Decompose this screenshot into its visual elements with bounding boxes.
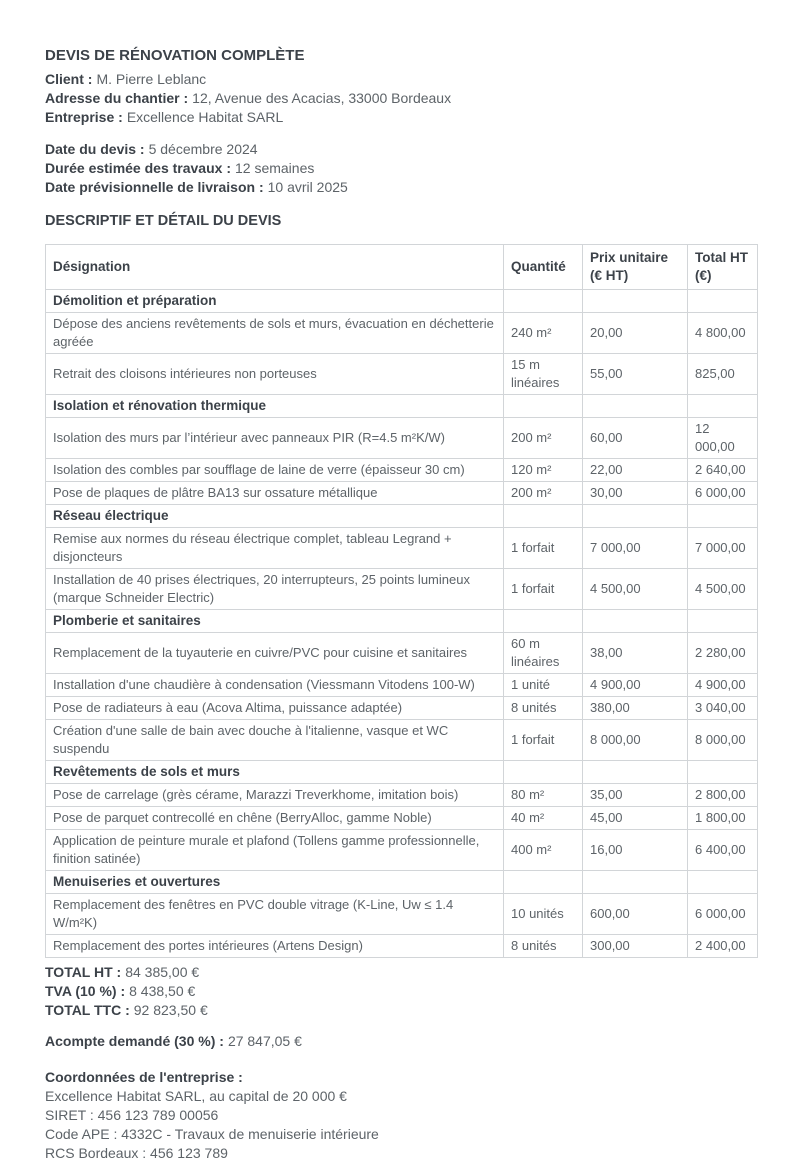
quantity-column-header: Quantité [504,245,583,290]
company-siret-line: SIRET : 456 123 789 00056 [45,1107,219,1123]
unit-price-cell: 22,00 [583,459,688,482]
empty-total-cell [688,290,758,313]
quantity-cell: 1 forfait [504,528,583,569]
unit-price-column-header: Prix unitaire (€ HT) [583,245,688,290]
client-label: Client : [45,71,93,87]
quantity-cell: 1 forfait [504,720,583,761]
section-row [46,395,758,418]
item-row [46,528,758,569]
delivery-date-label: Date prévisionnelle de livraison : [45,179,264,195]
unit-price-cell: 45,00 [583,807,688,830]
meta-block [45,140,756,197]
deposit-line [45,1032,756,1051]
designation-cell: Remplacement de la tuyauterie en cuivre/PVC pour cuisine et sanitaires [46,633,504,674]
quote-date-line [45,140,756,159]
empty-quantity-cell [504,290,583,313]
total-cell: 2 800,00 [688,784,758,807]
tva-value: 8 438,50 € [129,983,196,999]
total-ht-line [45,963,756,982]
designation-cell: Remplacement des portes intérieures (Artens Design) [46,935,504,958]
total-cell: 4 800,00 [688,313,758,354]
designation-cell: Pose de plaques de plâtre BA13 sur ossature métallique [46,482,504,505]
unit-price-cell: 4 900,00 [583,674,688,697]
header-row [46,245,758,290]
total-ht-label: TOTAL HT : [45,964,122,980]
item-row [46,697,758,720]
total-cell: 2 640,00 [688,459,758,482]
duration-value: 12 semaines [234,160,315,176]
quantity-cell: 400 m² [504,830,583,871]
empty-total-cell [688,610,758,633]
empty-unit-price-cell [583,505,688,528]
duration-line [45,159,756,178]
company-rcs-line: RCS Bordeaux : 456 123 789 [45,1145,228,1161]
section-title-cell: Isolation et rénovation thermique [46,395,504,418]
empty-quantity-cell [504,505,583,528]
total-ttc-label: TOTAL TTC : [45,1002,130,1018]
empty-unit-price-cell [583,610,688,633]
empty-total-cell [688,505,758,528]
item-row [46,633,758,674]
item-row [46,807,758,830]
designation-cell: Isolation des combles par soufflage de laine de verre (épaisseur 30 cm) [46,459,504,482]
total-cell: 2 400,00 [688,935,758,958]
unit-price-cell: 60,00 [583,418,688,459]
tva-line [45,982,756,1001]
quantity-cell: 8 unités [504,935,583,958]
quote-table-head [46,245,758,290]
quantity-cell: 1 forfait [504,569,583,610]
empty-quantity-cell [504,871,583,894]
company-info-block [45,1068,756,1163]
quantity-cell: 1 unité [504,674,583,697]
total-cell: 2 280,00 [688,633,758,674]
section-title-cell: Revêtements de sols et murs [46,761,504,784]
designation-cell: Retrait des cloisons intérieures non porteuses [46,354,504,395]
total-ht-value: 84 385,00 € [125,964,200,980]
section-row [46,761,758,784]
total-ttc-value: 92 823,50 € [133,1002,208,1018]
unit-price-cell: 4 500,00 [583,569,688,610]
empty-unit-price-cell [583,871,688,894]
quantity-cell: 80 m² [504,784,583,807]
unit-price-cell: 20,00 [583,313,688,354]
company-label: Entreprise : [45,109,123,125]
quote-date-value: 5 décembre 2024 [148,141,258,157]
item-row [46,784,758,807]
unit-price-cell: 380,00 [583,697,688,720]
designation-cell: Remise aux normes du réseau électrique complet, tableau Legrand + disjoncteurs [46,528,504,569]
empty-unit-price-cell [583,761,688,784]
item-row [46,569,758,610]
unit-price-cell: 35,00 [583,784,688,807]
item-row [46,459,758,482]
company-line [45,108,756,127]
item-row [46,720,758,761]
total-cell: 6 000,00 [688,482,758,505]
delivery-date-value: 10 avril 2025 [267,179,348,195]
section-row [46,871,758,894]
designation-cell: Installation d'une chaudière à condensation (Viessmann Vitodens 100-W) [46,674,504,697]
total-cell: 6 000,00 [688,894,758,935]
item-row [46,418,758,459]
total-cell: 12 000,00 [688,418,758,459]
unit-price-cell: 7 000,00 [583,528,688,569]
header-block [45,70,756,127]
total-cell: 7 000,00 [688,528,758,569]
quantity-cell: 200 m² [504,482,583,505]
unit-price-cell: 55,00 [583,354,688,395]
item-row [46,354,758,395]
quote-table-body [46,290,758,958]
deposit-label: Acompte demandé (30 %) : [45,1033,224,1049]
item-row [46,313,758,354]
duration-label: Durée estimée des travaux : [45,160,231,176]
total-cell: 1 800,00 [688,807,758,830]
designation-column-header: Désignation [46,245,504,290]
empty-total-cell [688,761,758,784]
unit-price-cell: 600,00 [583,894,688,935]
section-row [46,610,758,633]
designation-cell: Pose de parquet contrecollé en chêne (BerryAlloc, gamme Noble) [46,807,504,830]
empty-quantity-cell [504,761,583,784]
item-row [46,894,758,935]
doc-title: DEVIS DE RÉNOVATION COMPLÈTE [45,47,305,64]
item-row [46,482,758,505]
deposit-block [45,1032,756,1051]
company-capital-line: Excellence Habitat SARL, au capital de 20 000 € [45,1088,347,1104]
company-value: Excellence Habitat SARL [126,109,284,125]
unit-price-cell: 8 000,00 [583,720,688,761]
empty-quantity-cell [504,395,583,418]
section-row [46,290,758,313]
empty-total-cell [688,871,758,894]
total-column-header: Total HT (€) [688,245,758,290]
quantity-cell: 15 m linéaires [504,354,583,395]
company-ape-line: Code APE : 4332C - Travaux de menuiserie intérieure [45,1126,379,1142]
quantity-cell: 40 m² [504,807,583,830]
total-cell: 825,00 [688,354,758,395]
item-row [46,674,758,697]
quote-date-label: Date du devis : [45,141,145,157]
empty-quantity-cell [504,610,583,633]
deposit-value: 27 847,05 € [227,1033,302,1049]
quote-table [45,244,758,958]
empty-unit-price-cell [583,290,688,313]
designation-cell: Création d'une salle de bain avec douche à l'italienne, vasque et WC suspendu [46,720,504,761]
item-row [46,830,758,871]
empty-unit-price-cell [583,395,688,418]
section-heading: DESCRIPTIF ET DÉTAIL DU DEVIS [45,213,282,229]
total-cell: 3 040,00 [688,697,758,720]
quantity-cell: 10 unités [504,894,583,935]
empty-total-cell [688,395,758,418]
item-row [46,935,758,958]
unit-price-cell: 16,00 [583,830,688,871]
delivery-date-line [45,178,756,197]
designation-cell: Pose de radiateurs à eau (Acova Altima, puissance adaptée) [46,697,504,720]
total-cell: 4 500,00 [688,569,758,610]
total-cell: 6 400,00 [688,830,758,871]
designation-cell: Isolation des murs par l’intérieur avec panneaux PIR (R=4.5 m²K/W) [46,418,504,459]
quantity-cell: 8 unités [504,697,583,720]
quantity-cell: 120 m² [504,459,583,482]
designation-cell: Dépose des anciens revêtements de sols et murs, évacuation en déchetterie agréée [46,313,504,354]
total-cell: 4 900,00 [688,674,758,697]
site-address-value: 12, Avenue des Acacias, 33000 Bordeaux [192,90,452,106]
unit-price-cell: 30,00 [583,482,688,505]
site-address-line [45,89,756,108]
totals-block [45,963,756,1020]
tva-label: TVA (10 %) : [45,983,126,999]
designation-cell: Pose de carrelage (grès cérame, Marazzi Treverkhome, imitation bois) [46,784,504,807]
quantity-cell: 200 m² [504,418,583,459]
company-info-heading: Coordonnées de l'entreprise : [45,1069,243,1085]
unit-price-cell: 300,00 [583,935,688,958]
section-title-cell: Démolition et préparation [46,290,504,313]
section-title-cell: Menuiseries et ouvertures [46,871,504,894]
section-title-cell: Réseau électrique [46,505,504,528]
site-address-label: Adresse du chantier : [45,90,189,106]
quantity-cell: 240 m² [504,313,583,354]
designation-cell: Application de peinture murale et plafond (Tollens gamme professionnelle, finition satinée) [46,830,504,871]
section-title-cell: Plomberie et sanitaires [46,610,504,633]
designation-cell: Remplacement des fenêtres en PVC double vitrage (K-Line, Uw ≤ 1.4 W/m²K) [46,894,504,935]
section-row [46,505,758,528]
total-cell: 8 000,00 [688,720,758,761]
designation-cell: Installation de 40 prises électriques, 20 interrupteurs, 25 points lumineux (marque Schneider Electric) [46,569,504,610]
quantity-cell: 60 m linéaires [504,633,583,674]
client-line [45,70,756,89]
unit-price-cell: 38,00 [583,633,688,674]
total-ttc-line [45,1001,756,1020]
client-value: M. Pierre Leblanc [96,71,207,87]
